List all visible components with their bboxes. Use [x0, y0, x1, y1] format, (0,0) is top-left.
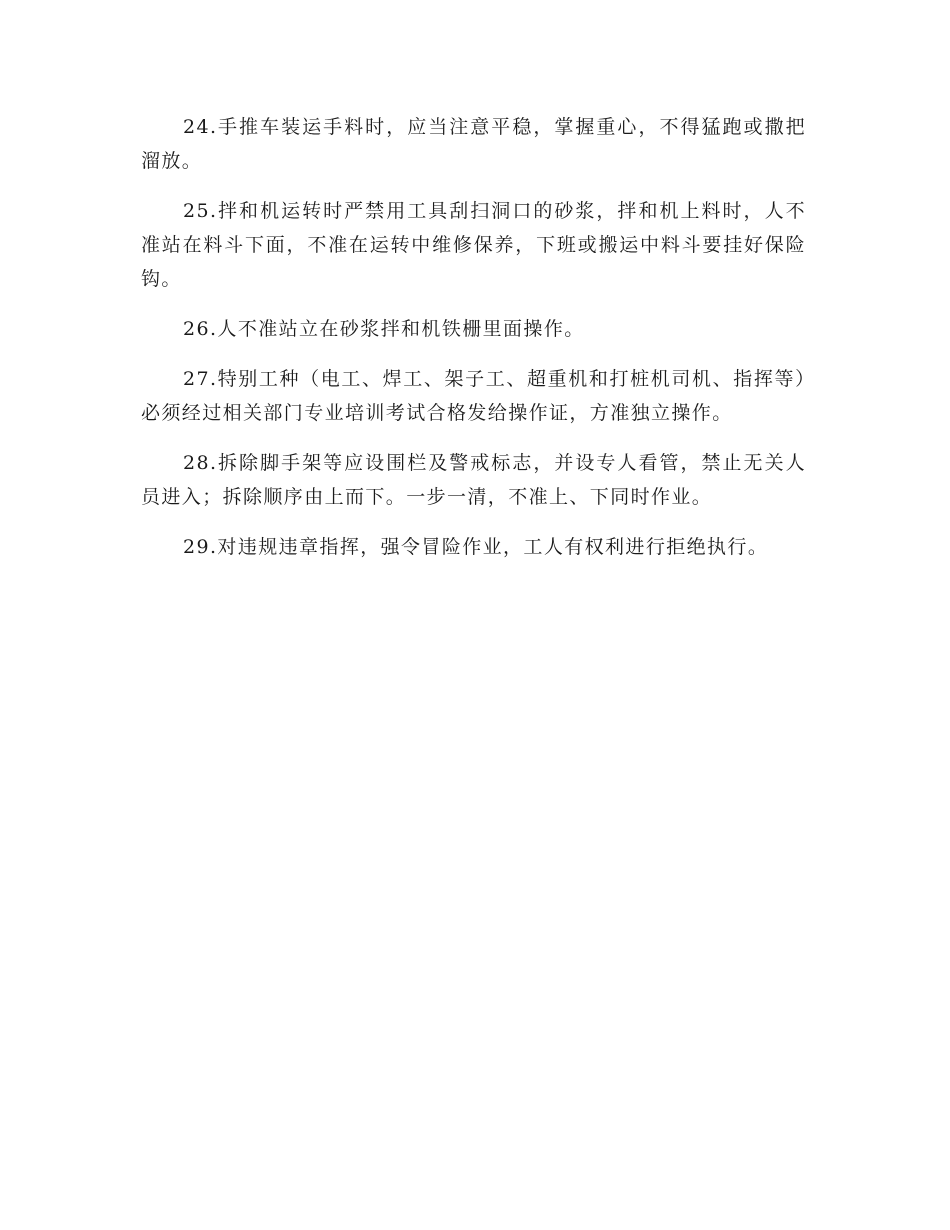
paragraph-29: 29.对违规违章指挥，强令冒险作业，工人有权利进行拒绝执行。: [183, 536, 769, 558]
paragraph-24: 24.手推车装运手料时，应当注意平稳，掌握重心，不得猛跑或撒把溜放。: [141, 116, 806, 172]
paragraph-28: 28.拆除脚手架等应设围栏及警戒标志，并设专人看管，禁止无关人员进入；拆除顺序由上而下。一步一清，不准上、下同时作业。: [141, 452, 806, 508]
document-body: [141, 110, 806, 580]
paragraph-26: 26.人不准站立在砂浆拌和机铁栅里面操作。: [183, 318, 585, 340]
paragraph-27: 27.特别工种（电工、焊工、架子工、超重机和打桩机司机、指挥等）必须经过相关部门专业培训考试合格发给操作证，方准独立操作。: [141, 368, 806, 424]
paragraph-25: 25.拌和机运转时严禁用工具刮扫洞口的砂浆，拌和机上料时，人不准站在料斗下面，不准在运转中维修保养，下班或搬运中料斗要挂好保险钩。: [141, 200, 806, 290]
